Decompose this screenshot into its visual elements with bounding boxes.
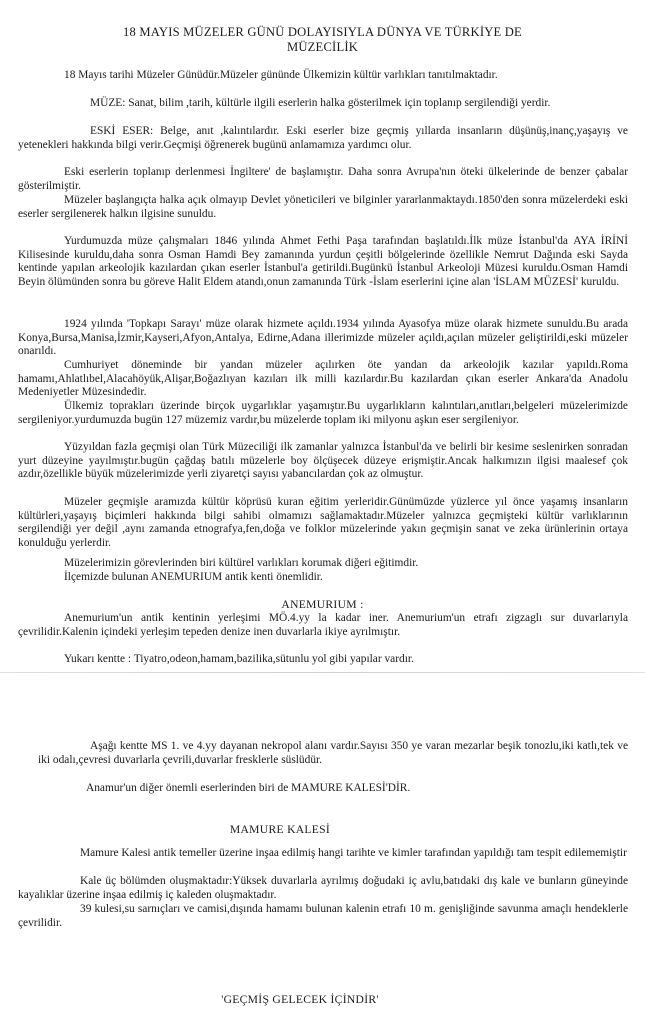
paragraph-museum-day: 18 Mayıs tarihi Müzeler Günüdür.Müzeler gününde Ülkemizin kültür varlıkları tanıtılmaktadır. (64, 69, 498, 81)
paragraph-museum-duties: Müzelerimizin görevlerinden biri kültürel varlıkları korumak diğeri eğitimdir. (64, 557, 419, 569)
mamure-heading: MAMURE KALESİ (229, 823, 331, 836)
paragraph-mamure-towers: 39 kulesi,su sarnıçları ve camisi,dışında hamamı bulunan kalenin etrafı 10 m. genişliğinde savunma amaçlı hendeklerle çevrilidir. (18, 903, 628, 929)
paragraph-mamure-sections: Kale üç bölümden oluşmaktadır:Yüksek duvarlarla ayrılmış doğudaki iç avlu,batıdaki dış kale ve bunların güneyinde kayalıklar üzerine inşaa edilmiş iç kaleden oluşmaktadır. (18, 875, 628, 901)
paragraph-early-museums: Müzeler başlangıçta halka açık olmayıp Devlet yöneticileri ve bilginler yararlanmaktaydı.1850'den sonra müzelerdeki eski eserler sergilenerek halkın ilgisine sunuldu. (18, 194, 628, 220)
paragraph-anemurium-settlement: Anemurium'un antik kentinin yerleşimi MÖ.4.yy la kadar iner. Anemurium'un etrafı zigzaglı sur duvarlarıyla çevrilidir.Kalenin içindeki yerleşim tepeden denize inen duvarlarla ikiye ayrılmıştır. (18, 612, 628, 638)
page-fold-divider (0, 672, 645, 673)
paragraph-england: Eski eserlerin toplanıp derlenmesi İngiltere' de başlamıştır. Daha sonra Avrupa'nın öteki ülkelerinde de benzer çabalar gösterilmiştir. (18, 166, 628, 192)
paragraph-eski-eser: ESKİ ESER: Belge, anıt ,kalıntılardır. Eski eserler bize geçmiş yıllarda insanların düşünüş,inanç,yaşayış ve yetenekleri hakkında bilgi verir.Geçmişi öğrenerek bugünü anlamamıza yardımcı olur. (18, 125, 628, 151)
document-title (20, 25, 625, 55)
title-line-1: 18 MAYIS MÜZELER GÜNÜ DOLAYISIYLA DÜNYA VE TÜRKİYE DE (123, 25, 522, 39)
paragraph-mamure-foundations: Mamure Kalesi antik temeller üzerine inşaa edilmiş hangi tarihte ve kimler tarafından yapıldığı tam tespit edilememiştir (80, 847, 627, 859)
paragraph-turkish-museums: Yurdumuzda müze çalışmaları 1846 yılında Ahmet Fethi Paşa tarafından başlatıldı.İlk müze İstanbul'da AYA İRİNİ Kilisesinde kuruldu,daha sonra Osman Hamdi Bey zamanında yurdun çeşitli bölgelerinde özellikle Nemrut Dağında eski Sayda kentinde yapılan arkeolojik kazılardan çıkan eserler İstanbul'a getirildi.Bugünkü İstanbul Arkeoloji Müzesi kuruldu.Osman Hamdi Beyin ölümünden sonra bu göreve Halit Eldem atandı,onun zamanında Türk -İslam eserlerini içine alan 'İSLAM MÜZESİ' kuruldu. (18, 235, 628, 288)
paragraph-republic-era: Cumhuriyet döneminde bir yandan müzeler açılırken öte yandan da arkeolojik kazılar yapıldı.Roma hamamı,Ahlatlıbel,Alacahöyük,Alişar,Boğazlıyan kazıları ilk milli kazılardır.Bu kazılardan çıkan eserler Ankara'da Anadolu Medeniyetler Müzesindedir. (18, 359, 628, 399)
paragraph-turkish-museology: Yüzyıldan fazla geçmişi olan Türk Müzeciliği ilk zamanlar yalnızca İstanbul'da ve belirli bir kesime seslenirken sonradan yurt düzeyine yayılmıştır.bugün çağdaş batılı müzelerle boy ölçüşecek düzeye erişmiştir.Ancak halkımızın ilgisi maalesef çok azdır,özellikle büyük müzelerimizde yerli ziyaretçi sayısı yabancılardan çok az olmuştur. (18, 441, 628, 481)
paragraph-mamure-intro: Anamur'un diğer önemli eserlerinden biri de MAMURE KALESİ'DİR. (86, 782, 411, 794)
paragraph-culture-bridge: Müzeler geçmişle aramızda kültür köprüsü kuran eğitim yerleridir.Günümüzde yüzlerce yıl önce yaşamış insanların kültürleri,yaşayış biçimleri hakkında bilgi sahibi olmamızı sağlamaktadır.Müzeler yalnızca geçmişteki kültür varlıklarının sergilendiği yer değil ,aynı zamanda etnografya,fen,doğa ve folklor müzelerinde yakın geçmişin sanat ve zeka ürünlerinin ortaya konulduğu yerlerdir. (18, 496, 628, 549)
paragraph-lower-city: Aşağı kentte MS 1. ve 4.yy dayanan nekropol alanı vardır.Sayısı 350 ye varan mezarlar beşik tonozlu,iki katlı,tek ve iki odalı,çevresi duvarlarla çevrili,duvarlar fresklerle süslüdür. (38, 740, 628, 766)
paragraph-anemurium-intro: İlçemizde bulunan ANEMURIUM antik kenti önemlidir. (64, 571, 323, 583)
paragraph-topkapi: 1924 yılında 'Topkapı Sarayı' müze olarak hizmete açıldı.1934 yılında Ayasofya müze olarak hizmete sunuldu.Bu arada Konya,Bursa,Manisa,İzmir,Kayseri,Afyon,Antalya, Edirne,Adana illerimizde müzeler açıldı,açılan müzeler geliştirildi,eski müzeler onarıldı. (18, 318, 628, 358)
title-line-2: MÜZECİLİK (286, 40, 359, 54)
paragraph-civilizations: Ülkemiz toprakları üzerinde birçok uygarlıklar yaşamıştır.Bu uygarlıkların kalıntıları,anıtları,belgeleri müzelerimizde sergileniyor.yurdumuzda bugün 127 müzemiz vardır,bu müzelerde toplam iki milyonu aşkın eser sergileniyor. (18, 400, 628, 426)
anemurium-heading: ANEMURIUM : (281, 598, 364, 611)
paragraph-upper-city: Yukarı kentte : Tiyatro,odeon,hamam,bazilika,sütunlu yol gibi yapılar vardır. (64, 653, 414, 665)
closing-motto: 'GEÇMİŞ GELECEK İÇİNDİR' (221, 993, 379, 1006)
paragraph-muze-definition: MÜZE: Sanat, bilim ,tarih, kültürle ilgili eserlerin halka gösterilmek için toplanıp sergilendiği yerdir. (90, 97, 551, 109)
